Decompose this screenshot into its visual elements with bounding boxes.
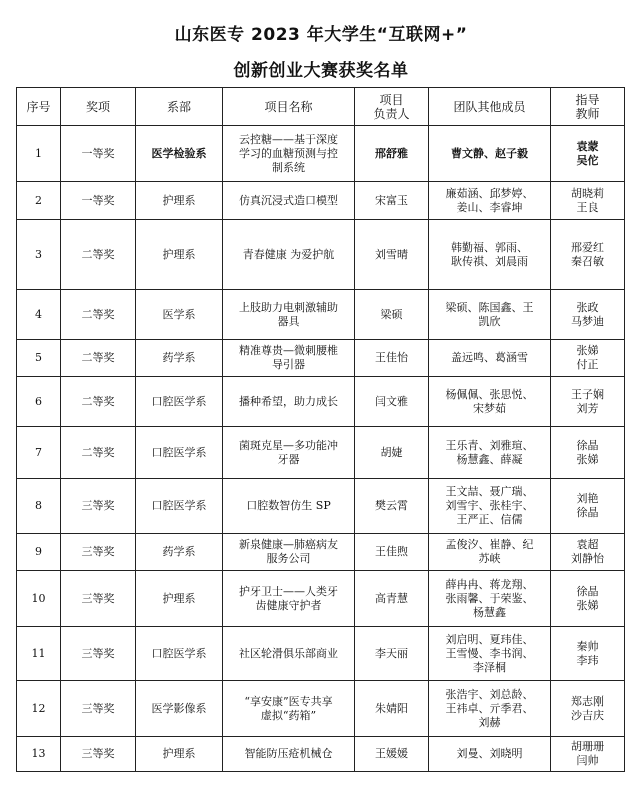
cell-members-line: 凯欣 <box>478 314 501 328</box>
cell-no: 11 <box>17 627 61 681</box>
header-advisor-line2: 教师 <box>575 106 600 121</box>
cell-members-line: 刘雪宇、张桂宇、 <box>445 499 534 512</box>
cell-advisors-line: 沙吉庆 <box>571 708 604 722</box>
cell-advisors-line: 秦召敏 <box>571 254 604 268</box>
cell-leader: 宋富玉 <box>355 182 429 220</box>
cell-advisors <box>551 427 625 479</box>
cell-project <box>223 534 355 571</box>
cell-project-line: 菌斑克星—多功能冲 <box>239 438 338 452</box>
cell-advisors <box>551 479 625 534</box>
cell-members-line: 姜山、李睿坤 <box>456 200 523 214</box>
cell-project <box>223 220 355 290</box>
cell-members-line: 薛冉冉、蒋龙翔、 <box>445 577 534 591</box>
cell-members-line: 李泽桐 <box>473 660 506 674</box>
header-leader-line2: 负责人 <box>373 106 410 121</box>
cell-advisors-line: 胡晓莉 <box>571 186 604 200</box>
cell-advisors <box>551 182 625 220</box>
cell-dept: 药学系 <box>136 534 223 571</box>
cell-leader: 梁硕 <box>355 290 429 340</box>
header-leader-line1: 项目 <box>379 92 404 107</box>
cell-no: 10 <box>17 571 61 627</box>
cell-dept: 护理系 <box>136 182 223 220</box>
cell-dept: 医学检验系 <box>136 126 223 182</box>
cell-project <box>223 182 355 220</box>
header-no: 序号 <box>17 88 61 126</box>
cell-leader: 王媛媛 <box>355 737 429 772</box>
cell-members <box>429 627 551 681</box>
cell-project <box>223 627 355 681</box>
cell-award: 二等奖 <box>61 220 136 290</box>
cell-members-line: 耿传祺、刘晨雨 <box>451 254 528 268</box>
cell-members-line: 廉茹涵、邱梦婷、 <box>445 186 534 200</box>
cell-advisors <box>551 340 625 377</box>
cell-project-line: 社区轮滑俱乐部商业 <box>239 646 338 660</box>
cell-dept: 护理系 <box>136 737 223 772</box>
cell-advisors <box>551 681 625 737</box>
cell-no: 6 <box>17 377 61 427</box>
table-row <box>17 290 625 340</box>
cell-project-line: 齿健康守护者 <box>255 598 322 612</box>
cell-advisors-line: 徐晶 <box>576 584 599 598</box>
cell-members-line: 苏峡 <box>478 552 501 565</box>
cell-award: 二等奖 <box>61 340 136 377</box>
cell-advisors-line: 刘艳 <box>576 492 599 505</box>
cell-advisors-line: 付正 <box>576 358 599 371</box>
cell-members <box>429 377 551 427</box>
cell-advisors <box>551 571 625 627</box>
cell-advisors-line: 袁超 <box>576 538 599 551</box>
cell-advisors-line: 张娣 <box>576 344 599 357</box>
cell-members-line: 韩勤福、郭雨、 <box>451 240 528 254</box>
cell-project-line: 器具 <box>277 314 300 328</box>
cell-leader: 高青慧 <box>355 571 429 627</box>
cell-leader: 邢舒雅 <box>355 126 429 182</box>
table-row <box>17 182 625 220</box>
cell-members-line: 孟俊汐、崔静、纪 <box>445 538 534 551</box>
cell-advisors <box>551 627 625 681</box>
cell-advisors <box>551 290 625 340</box>
cell-project <box>223 571 355 627</box>
cell-dept: 药学系 <box>136 340 223 377</box>
cell-members <box>429 290 551 340</box>
cell-advisors <box>551 377 625 427</box>
cell-members-line: 杨慧鑫 <box>473 605 506 619</box>
cell-project-line: 牙器 <box>277 452 300 466</box>
cell-award: 二等奖 <box>61 377 136 427</box>
cell-project-line: 播种希望，助力成长 <box>239 394 338 408</box>
cell-advisors-line: 袁蒙 <box>576 139 599 153</box>
cell-project-line: 制系统 <box>272 160 305 174</box>
table-row <box>17 340 625 377</box>
cell-project-line: 智能防压疮机械仓 <box>244 747 333 760</box>
cell-award: 三等奖 <box>61 737 136 772</box>
cell-members-line: 张浩宇、刘总龄、 <box>445 687 534 701</box>
header-members: 团队其他成员 <box>429 88 551 126</box>
cell-project-line: 云控糖——基于深度 <box>239 132 338 146</box>
cell-project-line: 护牙卫士——人类牙 <box>239 584 338 598</box>
cell-advisors-line: 马梦迪 <box>571 314 604 328</box>
table-row <box>17 571 625 627</box>
document-title-line2: 创新创业大赛获奖名单 <box>233 61 409 81</box>
cell-dept: 护理系 <box>136 220 223 290</box>
cell-members <box>429 182 551 220</box>
cell-leader: 胡婕 <box>355 427 429 479</box>
cell-advisors-line: 张娣 <box>576 452 599 466</box>
cell-members <box>429 534 551 571</box>
cell-award: 一等奖 <box>61 126 136 182</box>
cell-advisors-line: 胡珊珊 <box>571 740 604 753</box>
document-title-line1: 山东医专 2023 年大学生“互联网+” <box>174 25 468 45</box>
cell-award: 一等奖 <box>61 182 136 220</box>
cell-advisors-line: 张政 <box>576 300 599 314</box>
award-table <box>16 87 625 772</box>
cell-members-line: 刘启明、夏玮佳、 <box>445 632 534 646</box>
cell-project <box>223 681 355 737</box>
cell-no: 4 <box>17 290 61 340</box>
cell-members-line: 王乐青、刘雅瑄、 <box>445 438 534 452</box>
table-row <box>17 534 625 571</box>
header-leader <box>355 88 429 126</box>
cell-project-line: 上肢助力电刺激辅助 <box>239 300 338 314</box>
cell-dept: 护理系 <box>136 571 223 627</box>
cell-dept: 口腔医学系 <box>136 377 223 427</box>
cell-advisors-line: 刘静怡 <box>571 552 604 565</box>
cell-leader: 朱婧阳 <box>355 681 429 737</box>
cell-no: 7 <box>17 427 61 479</box>
table-row <box>17 681 625 737</box>
cell-advisors-line: 秦帅 <box>576 639 599 653</box>
table-row <box>17 479 625 534</box>
cell-no: 1 <box>17 126 61 182</box>
cell-project-line: 仿真沉浸式造口模型 <box>239 193 338 207</box>
cell-members-line: 张雨馨、于荣鉴、 <box>445 591 534 605</box>
cell-project-line: “享安康”医专共享 <box>244 694 333 708</box>
cell-dept: 口腔医学系 <box>136 479 223 534</box>
cell-members <box>429 427 551 479</box>
cell-project <box>223 377 355 427</box>
cell-award: 三等奖 <box>61 681 136 737</box>
cell-dept: 医学影像系 <box>136 681 223 737</box>
cell-leader: 樊云霄 <box>355 479 429 534</box>
cell-project-line: 服务公司 <box>266 552 311 565</box>
cell-dept: 医学系 <box>136 290 223 340</box>
cell-project <box>223 427 355 479</box>
cell-project-line: 青春健康 为爱护航 <box>242 247 335 261</box>
cell-award: 三等奖 <box>61 479 136 534</box>
cell-advisors <box>551 737 625 772</box>
cell-members <box>429 126 551 182</box>
cell-members-line: 王文喆、聂广瑞、 <box>445 485 534 498</box>
cell-advisors <box>551 220 625 290</box>
cell-members <box>429 220 551 290</box>
cell-no: 8 <box>17 479 61 534</box>
cell-project-line: 虚拟“药箱” <box>260 708 317 722</box>
cell-advisors-line: 徐晶 <box>576 438 599 452</box>
cell-award: 三等奖 <box>61 571 136 627</box>
cell-advisors-line: 刘芳 <box>576 401 599 415</box>
cell-advisors-line: 闫帅 <box>576 754 599 767</box>
cell-dept: 口腔医学系 <box>136 427 223 479</box>
cell-award: 三等奖 <box>61 534 136 571</box>
cell-members <box>429 737 551 772</box>
cell-members-line: 梁硕、陈国鑫、王 <box>445 300 534 314</box>
table-row <box>17 220 625 290</box>
cell-members-line: 曹文静、赵子毅 <box>451 146 528 160</box>
header-award: 奖项 <box>61 88 136 126</box>
cell-leader: 王佳怡 <box>355 340 429 377</box>
cell-dept: 口腔医学系 <box>136 627 223 681</box>
cell-leader: 刘雪晴 <box>355 220 429 290</box>
cell-no: 9 <box>17 534 61 571</box>
header-advisor-line1: 指导 <box>575 92 600 107</box>
cell-project <box>223 126 355 182</box>
cell-members <box>429 479 551 534</box>
table-header-row <box>17 88 625 126</box>
cell-no: 12 <box>17 681 61 737</box>
cell-advisors-line: 郑志刚 <box>571 694 604 708</box>
header-project: 项目名称 <box>223 88 355 126</box>
table-row <box>17 427 625 479</box>
cell-no: 13 <box>17 737 61 772</box>
header-advisor <box>551 88 625 126</box>
cell-no: 5 <box>17 340 61 377</box>
cell-members <box>429 571 551 627</box>
cell-project <box>223 290 355 340</box>
cell-project <box>223 340 355 377</box>
cell-members-line: 王雪慢、李书润、 <box>445 646 534 660</box>
cell-project-line: 新泉健康—肺癌病友 <box>239 538 338 551</box>
cell-project-line: 口腔数智仿生 SP <box>246 499 331 512</box>
cell-leader: 王佳煦 <box>355 534 429 571</box>
cell-members-line: 王祎卓、亓季君、 <box>445 701 534 715</box>
cell-project-line: 学习的血糖预测与控 <box>239 146 338 160</box>
cell-members-line: 王严正、信儒 <box>456 513 523 526</box>
cell-members <box>429 681 551 737</box>
header-dept: 系部 <box>136 88 223 126</box>
cell-advisors-line: 邢爱红 <box>571 240 604 254</box>
cell-project <box>223 479 355 534</box>
cell-advisors-line: 徐晶 <box>576 506 599 519</box>
table-body <box>17 126 625 772</box>
cell-members-line: 刘赫 <box>478 715 501 729</box>
cell-members-line: 宋梦茹 <box>473 401 506 415</box>
cell-members <box>429 340 551 377</box>
cell-leader: 闫文雅 <box>355 377 429 427</box>
cell-project-line: 精准尊贵—微刺腰椎 <box>239 344 338 357</box>
cell-advisors-line: 王子娴 <box>571 387 604 401</box>
table-row <box>17 737 625 772</box>
cell-members-line: 盖远鸣、葛涵雪 <box>451 351 528 364</box>
cell-advisors-line: 李玮 <box>576 653 599 667</box>
cell-no: 2 <box>17 182 61 220</box>
table-row <box>17 126 625 182</box>
cell-members-line: 杨慧鑫、薛凝 <box>456 452 523 466</box>
cell-project <box>223 737 355 772</box>
cell-project-line: 导引器 <box>272 358 305 371</box>
table-row <box>17 377 625 427</box>
cell-advisors-line: 张娣 <box>576 598 599 612</box>
cell-members-line: 刘曼、刘晓明 <box>456 747 523 760</box>
cell-no: 3 <box>17 220 61 290</box>
cell-advisors <box>551 126 625 182</box>
cell-award: 二等奖 <box>61 290 136 340</box>
cell-advisors-line: 王良 <box>576 200 599 214</box>
cell-award: 二等奖 <box>61 427 136 479</box>
cell-advisors <box>551 534 625 571</box>
cell-members-line: 杨佩佩、张思悦、 <box>445 387 534 401</box>
cell-award: 三等奖 <box>61 627 136 681</box>
cell-advisors-line: 吴佗 <box>576 153 599 167</box>
table-row <box>17 627 625 681</box>
cell-leader: 李天丽 <box>355 627 429 681</box>
